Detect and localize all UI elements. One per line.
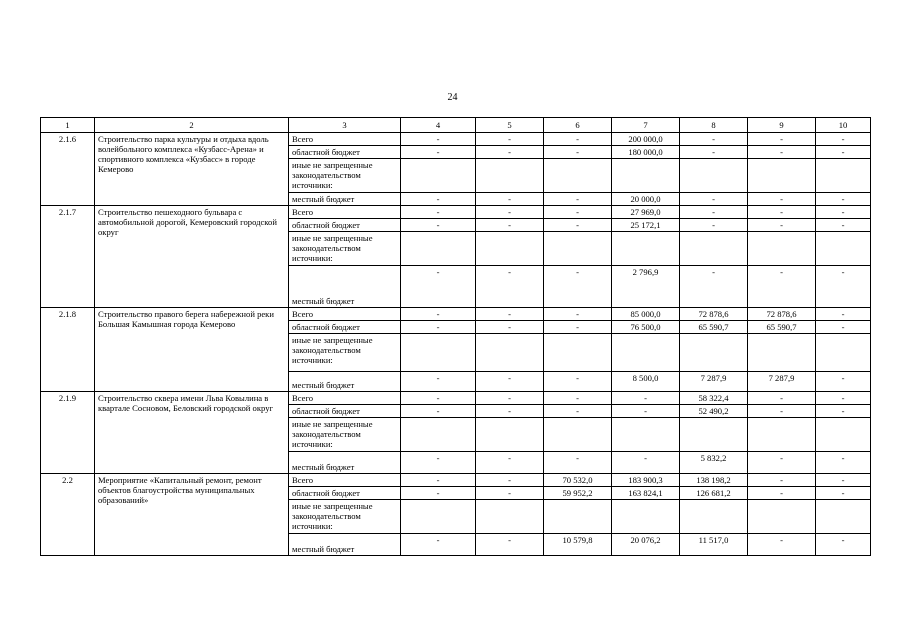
value-cell: - xyxy=(612,392,680,405)
value-cell: 7 287,9 xyxy=(680,372,748,392)
funding-source-label: областной бюджет xyxy=(289,405,401,418)
value-cell: - xyxy=(401,308,476,321)
value-cell: 11 517,0 xyxy=(680,534,748,556)
value-cell xyxy=(476,159,544,193)
value-cell: - xyxy=(401,405,476,418)
value-cell: - xyxy=(816,405,871,418)
value-cell xyxy=(680,334,748,372)
value-cell: 5 832,2 xyxy=(680,452,748,474)
value-cell: - xyxy=(816,392,871,405)
value-cell xyxy=(544,418,612,452)
value-cell: 27 969,0 xyxy=(612,206,680,219)
value-cell: - xyxy=(476,474,544,487)
value-cell xyxy=(612,500,680,534)
funding-source-label: иные не запрещенные законодательством источники: xyxy=(289,334,401,372)
value-cell: - xyxy=(401,474,476,487)
funding-source-label: иные не запрещенные законодательством источники: xyxy=(289,500,401,534)
value-cell: - xyxy=(544,405,612,418)
value-cell: - xyxy=(401,133,476,146)
value-cell: 180 000,0 xyxy=(612,146,680,159)
item-number: 2.1.6 xyxy=(41,133,95,206)
value-cell: - xyxy=(401,321,476,334)
value-cell xyxy=(544,334,612,372)
value-cell: - xyxy=(476,193,544,206)
item-number: 2.1.7 xyxy=(41,206,95,308)
value-cell: 65 590,7 xyxy=(748,321,816,334)
header-row xyxy=(41,118,871,133)
value-cell: - xyxy=(544,308,612,321)
value-cell xyxy=(544,159,612,193)
value-cell: - xyxy=(476,266,544,308)
value-cell: 163 824,1 xyxy=(612,487,680,500)
value-cell: - xyxy=(476,487,544,500)
value-cell: - xyxy=(816,193,871,206)
value-cell: - xyxy=(401,206,476,219)
value-cell: 20 000,0 xyxy=(612,193,680,206)
value-cell: - xyxy=(476,219,544,232)
value-cell: - xyxy=(401,219,476,232)
value-cell: - xyxy=(680,219,748,232)
value-cell: - xyxy=(401,392,476,405)
column-header-8: 8 xyxy=(680,118,748,133)
value-cell: - xyxy=(476,534,544,556)
value-cell: - xyxy=(476,146,544,159)
value-cell: - xyxy=(816,372,871,392)
value-cell: - xyxy=(476,392,544,405)
value-cell xyxy=(816,334,871,372)
value-cell xyxy=(680,159,748,193)
item-description: Строительство сквера имени Льва Ковылина в квартале Сосновом, Беловский городской округ xyxy=(95,392,289,474)
column-header-3: 3 xyxy=(289,118,401,133)
value-cell: - xyxy=(476,372,544,392)
item-description: Строительство правого берега набережной реки Большая Камышная города Кемерово xyxy=(95,308,289,392)
value-cell: 72 878,6 xyxy=(748,308,816,321)
column-header-7: 7 xyxy=(612,118,680,133)
funding-source-label: областной бюджет xyxy=(289,321,401,334)
value-cell: 200 000,0 xyxy=(612,133,680,146)
value-cell: - xyxy=(680,133,748,146)
value-cell: - xyxy=(748,266,816,308)
budget-table xyxy=(40,117,871,556)
value-cell: 76 500,0 xyxy=(612,321,680,334)
value-cell xyxy=(816,500,871,534)
value-cell xyxy=(748,232,816,266)
value-cell: - xyxy=(748,534,816,556)
value-cell xyxy=(816,418,871,452)
value-cell xyxy=(476,232,544,266)
value-cell xyxy=(612,418,680,452)
value-cell: - xyxy=(544,146,612,159)
funding-source-label: областной бюджет xyxy=(289,487,401,500)
value-cell: - xyxy=(748,206,816,219)
value-cell: - xyxy=(748,474,816,487)
value-cell xyxy=(612,159,680,193)
funding-source-label: местный бюджет xyxy=(289,372,401,392)
value-cell: - xyxy=(544,392,612,405)
funding-source-label: местный бюджет xyxy=(289,193,401,206)
value-cell xyxy=(680,232,748,266)
value-cell: - xyxy=(544,266,612,308)
value-cell xyxy=(816,232,871,266)
value-cell xyxy=(748,159,816,193)
value-cell: 58 322,4 xyxy=(680,392,748,405)
value-cell xyxy=(401,232,476,266)
value-cell: 20 076,2 xyxy=(612,534,680,556)
value-cell xyxy=(401,418,476,452)
value-cell: 59 952,2 xyxy=(544,487,612,500)
value-cell: - xyxy=(816,534,871,556)
value-cell: - xyxy=(544,133,612,146)
value-cell xyxy=(544,232,612,266)
column-header-1: 1 xyxy=(41,118,95,133)
value-cell: - xyxy=(401,193,476,206)
column-header-10: 10 xyxy=(816,118,871,133)
value-cell xyxy=(680,500,748,534)
value-cell: - xyxy=(816,146,871,159)
value-cell: - xyxy=(476,206,544,219)
funding-source-label: местный бюджет xyxy=(289,452,401,474)
value-cell: 138 198,2 xyxy=(680,474,748,487)
value-cell xyxy=(401,334,476,372)
value-cell: - xyxy=(816,308,871,321)
value-cell: - xyxy=(476,452,544,474)
value-cell xyxy=(401,159,476,193)
column-header-6: 6 xyxy=(544,118,612,133)
item-description: Строительство пешеходного бульвара с автомобильной дорогой, Кемеровский городской округ xyxy=(95,206,289,308)
value-cell: - xyxy=(401,372,476,392)
value-cell: - xyxy=(680,206,748,219)
funding-source-label: Всего xyxy=(289,474,401,487)
value-cell: - xyxy=(401,487,476,500)
value-cell xyxy=(748,418,816,452)
value-cell: - xyxy=(748,392,816,405)
table-row xyxy=(41,133,871,146)
column-header-9: 9 xyxy=(748,118,816,133)
value-cell: - xyxy=(748,452,816,474)
value-cell xyxy=(612,334,680,372)
value-cell: 25 172,1 xyxy=(612,219,680,232)
value-cell: 2 796,9 xyxy=(612,266,680,308)
value-cell: - xyxy=(748,133,816,146)
value-cell: - xyxy=(401,146,476,159)
funding-source-label: местный бюджет xyxy=(289,266,401,308)
value-cell: - xyxy=(816,266,871,308)
column-header-2: 2 xyxy=(95,118,289,133)
value-cell xyxy=(476,500,544,534)
value-cell: 10 579,8 xyxy=(544,534,612,556)
funding-source-label: Всего xyxy=(289,308,401,321)
item-number: 2.1.8 xyxy=(41,308,95,392)
value-cell: 72 878,6 xyxy=(680,308,748,321)
value-cell: - xyxy=(816,206,871,219)
value-cell xyxy=(816,159,871,193)
funding-source-label: иные не запрещенные законодательством источники: xyxy=(289,418,401,452)
value-cell: - xyxy=(748,146,816,159)
item-number: 2.1.9 xyxy=(41,392,95,474)
funding-source-label: Всего xyxy=(289,206,401,219)
value-cell: - xyxy=(680,193,748,206)
value-cell xyxy=(476,334,544,372)
value-cell: - xyxy=(748,487,816,500)
value-cell xyxy=(612,232,680,266)
value-cell: - xyxy=(680,146,748,159)
value-cell: - xyxy=(401,534,476,556)
value-cell: - xyxy=(748,405,816,418)
value-cell: - xyxy=(544,219,612,232)
value-cell: 52 490,2 xyxy=(680,405,748,418)
table-row xyxy=(41,392,871,405)
funding-source-label: иные не запрещенные законодательством источники: xyxy=(289,232,401,266)
value-cell: - xyxy=(544,206,612,219)
value-cell: 70 532,0 xyxy=(544,474,612,487)
value-cell: 65 590,7 xyxy=(680,321,748,334)
value-cell xyxy=(680,418,748,452)
funding-source-label: местный бюджет xyxy=(289,534,401,556)
funding-source-label: Всего xyxy=(289,133,401,146)
value-cell: - xyxy=(748,193,816,206)
value-cell: - xyxy=(612,452,680,474)
value-cell: - xyxy=(748,219,816,232)
funding-source-label: областной бюджет xyxy=(289,219,401,232)
funding-source-label: иные не запрещенные законодательством источники: xyxy=(289,159,401,193)
value-cell: - xyxy=(401,452,476,474)
value-cell: 183 900,3 xyxy=(612,474,680,487)
table-row xyxy=(41,474,871,487)
value-cell: - xyxy=(816,321,871,334)
value-cell: - xyxy=(544,193,612,206)
value-cell xyxy=(476,418,544,452)
value-cell: - xyxy=(816,474,871,487)
value-cell xyxy=(401,500,476,534)
value-cell: 85 000,0 xyxy=(612,308,680,321)
item-number: 2.2 xyxy=(41,474,95,556)
item-description: Мероприятие «Капитальный ремонт, ремонт объектов благоустройства муниципальных образований» xyxy=(95,474,289,556)
funding-source-label: Всего xyxy=(289,392,401,405)
column-header-5: 5 xyxy=(476,118,544,133)
value-cell: - xyxy=(476,321,544,334)
value-cell xyxy=(748,334,816,372)
value-cell: - xyxy=(476,405,544,418)
value-cell: - xyxy=(816,487,871,500)
table-row xyxy=(41,206,871,219)
value-cell: - xyxy=(476,308,544,321)
table-row xyxy=(41,308,871,321)
funding-source-label: областной бюджет xyxy=(289,146,401,159)
value-cell xyxy=(748,500,816,534)
value-cell xyxy=(544,500,612,534)
column-header-4: 4 xyxy=(401,118,476,133)
value-cell: - xyxy=(401,266,476,308)
value-cell: 126 681,2 xyxy=(680,487,748,500)
value-cell: - xyxy=(544,321,612,334)
item-description: Строительство парка культуры и отдыха вдоль волейбольного комплекса «Кузбасс-Арена» и спортивного комплекса «Кузбасс» в городе Кемерово xyxy=(95,133,289,206)
value-cell: 7 287,9 xyxy=(748,372,816,392)
value-cell: - xyxy=(816,452,871,474)
value-cell: - xyxy=(680,266,748,308)
value-cell: - xyxy=(544,372,612,392)
value-cell: - xyxy=(816,133,871,146)
value-cell: - xyxy=(816,219,871,232)
page-number: 24 xyxy=(447,92,458,103)
value-cell: - xyxy=(544,452,612,474)
value-cell: 8 500,0 xyxy=(612,372,680,392)
value-cell: - xyxy=(612,405,680,418)
value-cell: - xyxy=(476,133,544,146)
